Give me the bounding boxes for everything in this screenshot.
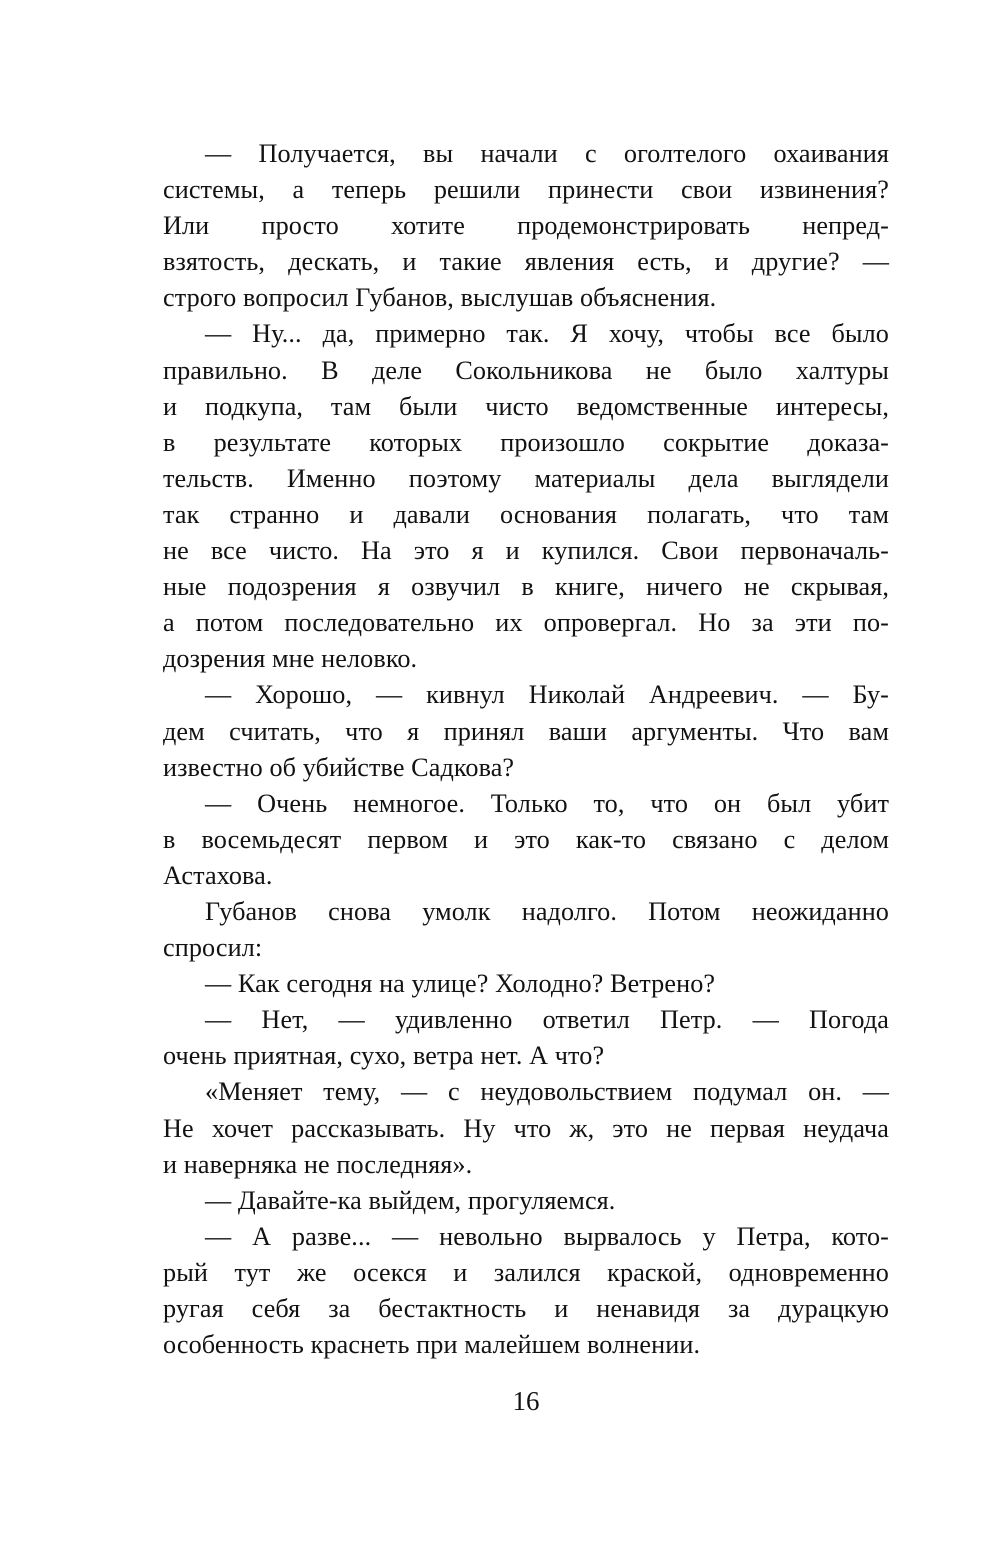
text-line: очень приятная, сухо, ветра нет. А что? [163, 1041, 605, 1071]
page-number: 16 [512, 1386, 540, 1416]
text-line: и подкупа, там были чисто ведомственные интересы, [163, 391, 889, 421]
text-line: строго вопросил Губанов, выслушав объяснения. [163, 283, 717, 313]
paragraph [163, 786, 889, 894]
text-line: — Нет, — удивленно ответил Петр. — Погода [205, 1005, 889, 1035]
paragraph [163, 1074, 889, 1182]
paragraph [163, 894, 889, 966]
text-line: — Получается, вы начали с оголтелого охаивания [205, 139, 889, 168]
text-line: — Ну... да, примерно так. Я хочу, чтобы все было [205, 319, 889, 349]
paragraph [163, 966, 889, 1002]
paragraph [163, 677, 889, 785]
text-line: — Хорошо, — кивнул Николай Андреевич. — Бу- [205, 680, 889, 710]
text-line: особенность краснеть при малейшем волнении. [163, 1330, 701, 1360]
paragraph [163, 1219, 889, 1363]
text-line: спросил: [163, 933, 263, 963]
text-line: Губанов снова умолк надолго. Потом неожиданно [205, 896, 889, 926]
text-line: ругая себя за бестактность и ненавидя за дурацкую [163, 1294, 889, 1323]
text-line: не все чисто. На это я и купился. Свои первоначаль- [163, 536, 889, 566]
text-line: — Очень немногое. Только то, что он был убит [205, 788, 889, 818]
text-line: взятость, дескать, и такие явления есть, и другие? — [163, 247, 889, 277]
text-line: Или просто хотите продемонстрировать непред- [163, 211, 889, 241]
text-line: известно об убийстве Садкова? [163, 752, 515, 782]
text-line: системы, а теперь решили принести свои извинения? [163, 175, 889, 205]
text-line: правильно. В деле Сокольникова не было халтуры [163, 355, 889, 385]
text-line: а потом последовательно их опровергал. Но за эти по- [163, 608, 889, 638]
text-line: Не хочет рассказывать. Ну что ж, это не первая неудача [163, 1113, 889, 1143]
text-line: тельств. Именно поэтому материалы дела выглядели [163, 463, 889, 493]
text-line: в восемьдесят первом и это как-то связано с делом [163, 824, 889, 854]
text-line: рый тут же осекся и залился краской, одновременно [163, 1257, 889, 1287]
text-line: Астахова. [163, 860, 273, 890]
paragraph [163, 1002, 889, 1074]
text-line: дозрения мне неловко. [163, 644, 418, 674]
text-line: дем считать, что я принял ваши аргументы. Что вам [163, 716, 889, 746]
text-line: и наверняка не последняя». [163, 1149, 473, 1179]
paragraph [163, 316, 889, 677]
paragraph [163, 1183, 889, 1219]
text-line: «Меняет тему, — с неудовольствием подумал он. — [205, 1077, 889, 1107]
text-line: так странно и давали основания полагать, что там [163, 499, 889, 529]
text-line: — Как сегодня на улице? Холодно? Ветрено? [205, 969, 716, 999]
text-line: — А разве... — невольно вырвалось у Петра, кото- [205, 1221, 889, 1251]
paragraph [163, 136, 889, 316]
text-line: в результате которых произошло сокрытие доказа- [163, 427, 889, 457]
text-line: — Давайте-ка выйдем, прогуляемся. [205, 1185, 616, 1215]
text-line: ные подозрения я озвучил в книге, ничего не скрывая, [163, 572, 889, 602]
page-text [163, 136, 889, 1363]
